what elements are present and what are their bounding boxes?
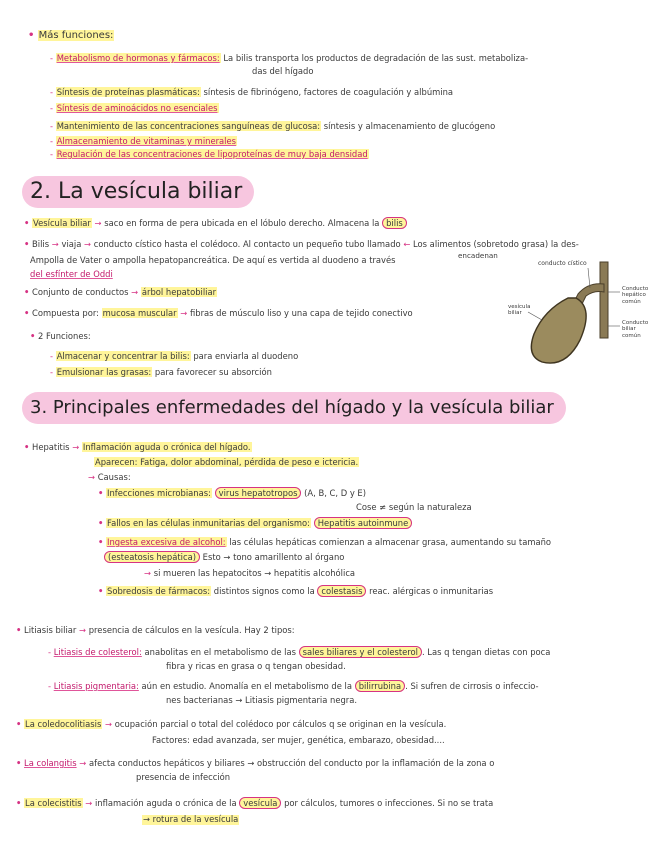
causa-term: Sobredosis de fármacos:	[107, 586, 211, 596]
arrow-right-icon: →	[144, 568, 152, 578]
litiasis-tipo-1	[48, 648, 550, 658]
dash-icon: -	[48, 647, 52, 657]
bullet-icon: •	[24, 239, 30, 249]
funciones-2-text: 2 Funciones:	[38, 331, 91, 341]
funcion-term: Emulsionar las grasas:	[56, 367, 152, 377]
causa-3-line3	[144, 569, 355, 579]
leader-cistico	[588, 268, 590, 288]
compuesta-text: fibras de músculo liso y una capa de tejido conectivo	[189, 308, 413, 318]
virus-circled: virus hepatotropos	[215, 487, 302, 499]
colecistitis-line2: → rotura de la vesícula	[143, 814, 239, 824]
mucosa-muscular: mucosa muscular	[102, 308, 177, 318]
causa-text: Esto → tono amarillento al órgano	[202, 552, 345, 562]
funcion-term: Síntesis de proteínas plasmáticas:	[56, 87, 200, 97]
dash-icon: -	[50, 351, 54, 361]
litiasis-tipo-text: aún en estudio. Anomalía en el metabolismo de la	[141, 681, 353, 691]
bilis-alimentos: Los alimentos (sobretodo grasa) la des-	[413, 239, 579, 249]
bullet-icon: •	[16, 719, 22, 729]
bullet-icon: •	[16, 625, 22, 635]
funcion-item-6	[50, 150, 369, 160]
virus-types: (A, B, C, D y E)	[304, 488, 366, 498]
causa-text: las células hepáticas comienzan a almacenar grasa, aumentando su tamaño	[229, 537, 552, 547]
hepatitis-line	[24, 443, 252, 453]
vesicula-term: Vesícula biliar	[33, 218, 91, 228]
bilirrubina-circled: bilirrubina	[355, 680, 405, 692]
compuesta-term: Compuesta por:	[32, 308, 99, 318]
hepatitis-aparecen	[94, 458, 359, 468]
arrow-right-icon: →	[51, 239, 59, 249]
colecistitis-term: La colecistitis	[25, 798, 82, 808]
causa-1-note: Cose ≠ según la naturaleza	[356, 502, 472, 512]
colangitis-line2: presencia de infección	[136, 772, 231, 782]
funcion-term: Síntesis de aminoácidos no esenciales	[56, 103, 218, 113]
causa-text: si mueren las hepatocitos → hepatitis alcohólica	[153, 568, 356, 578]
bullet-icon: •	[98, 537, 104, 547]
litiasis-term: Litiasis biliar	[24, 625, 77, 635]
dash-icon: -	[50, 53, 54, 63]
sales-biliares-circled: sales biliares y el colesterol	[299, 646, 422, 658]
litiasis-tipo-1-line2: fibra y ricas en grasa o q tengan obesidad.	[166, 661, 346, 671]
litiasis-tipo-text: anabolitas en el metabolismo de las	[144, 647, 296, 657]
bullet-icon: •	[98, 518, 104, 528]
arrow-right-icon: →	[79, 625, 87, 635]
section-3-title: 3. Principales enfermedades del hígado y la vesícula biliar	[22, 392, 566, 424]
vesicula-shape	[531, 298, 586, 363]
causa-term: Ingesta excesiva de alcohol:	[107, 537, 226, 547]
funcion-term: Almacenar y concentrar la bilis:	[56, 351, 190, 361]
funcion-text: síntesis y almacenamiento de glucógeno	[323, 121, 496, 131]
conducto-hepatico-shape	[600, 262, 608, 338]
esteatosis-circled: (esteatosis hepática)	[104, 551, 200, 563]
funcion-item-5	[50, 137, 237, 147]
causa-text: reac. alérgicas o inmunitarias	[369, 586, 494, 596]
bilis-text: conducto cístico hasta el colédoco. Al contacto un pequeño tubo llamado	[93, 239, 401, 249]
colangitis-term: La colangitis	[24, 758, 77, 768]
dash-icon: -	[50, 136, 54, 146]
funciones-2-heading	[30, 332, 91, 342]
gallbladder-diagram	[508, 258, 648, 376]
bullet-icon: •	[24, 442, 30, 452]
dash-icon: -	[48, 681, 52, 691]
arrow-right-icon: →	[105, 719, 113, 729]
funcion-text: La bilis transporta los productos de degradación de las sust. metaboliza-	[223, 53, 529, 63]
diagram-label-cistico: conducto cístico	[538, 260, 587, 267]
arrow-right-icon: →	[84, 239, 92, 249]
vesicula-line	[24, 219, 407, 229]
litiasis-tipo-term: Litiasis pigmentaria:	[53, 681, 139, 691]
colecistitis-line	[16, 799, 493, 809]
colangitis-line	[16, 759, 494, 769]
vesicula-text: saco en forma de pera ubicada en el lóbulo derecho. Almacena la	[104, 218, 380, 228]
arrow-right-icon: →	[94, 218, 102, 228]
bilis-circled: bilis	[382, 217, 407, 229]
dash-icon: -	[50, 103, 54, 113]
causa-term: Fallos en las células inmunitarias del organismo:	[107, 518, 311, 528]
funciones-heading-text: Más funciones:	[38, 30, 114, 41]
arbol-hepatobiliar: árbol hepatobiliar	[141, 287, 217, 297]
bullet-icon: •	[24, 308, 30, 318]
bullet-icon: •	[16, 758, 22, 768]
coledoco-line	[16, 720, 446, 730]
funcion-term: Mantenimiento de las concentraciones sanguíneas de glucosa:	[56, 121, 321, 131]
litiasis-tipo-text: . Si sufren de cirrosis o infeccio-	[405, 681, 539, 691]
funcion-2-2	[50, 368, 272, 378]
bullet-icon: •	[98, 488, 104, 498]
section-2-title: 2. La vesícula biliar	[22, 176, 254, 208]
bilis-line-1	[24, 240, 579, 250]
litiasis-tipo-term: Litiasis de colesterol:	[53, 647, 142, 657]
bullet-icon: •	[98, 586, 104, 596]
causa-4	[98, 587, 493, 597]
funcion-item-3	[50, 104, 219, 114]
bullet-icon: •	[28, 30, 35, 41]
bilis-term: Bilis	[32, 239, 50, 249]
arrow-right-icon: →	[79, 758, 87, 768]
funcion-item-1	[50, 54, 528, 64]
coledoco-term: La coledocolitiasis	[25, 719, 102, 729]
colecistitis-def: inflamación aguda o crónica de la	[94, 798, 237, 808]
bullet-icon: •	[30, 331, 36, 341]
litiasis-tipo-2	[48, 682, 539, 692]
hepatitis-term: Hepatitis	[32, 442, 70, 452]
funcion-text: síntesis de fibrinógeno, factores de coagulación y albúmina	[203, 87, 454, 97]
diagram-label-vesicula: vesícula biliar	[508, 304, 531, 317]
hepatitis-causas	[88, 473, 131, 483]
litiasis-line	[16, 626, 295, 636]
causas-label: Causas:	[97, 472, 131, 482]
causa-3	[98, 538, 551, 548]
autoinmune-circled: Hepatitis autoinmune	[314, 517, 413, 529]
dash-icon: -	[50, 149, 54, 159]
conjunto-line	[24, 288, 217, 298]
dash-icon: -	[50, 87, 54, 97]
bilis-encadenan: encadenan	[458, 251, 498, 260]
hepatitis-aparecen-text: Aparecen: Fatiga, dolor abdominal, pérdida de peso e ictericia.	[95, 457, 359, 467]
arrow-right-icon: →	[180, 308, 188, 318]
coledoco-factores: Factores: edad avanzada, ser mujer, genética, embarazo, obesidad....	[152, 735, 445, 745]
funcion-term: Regulación de las concentraciones de lipoproteínas de muy baja densidad	[56, 149, 368, 159]
colestasis-circled: colestasis	[317, 585, 366, 597]
bullet-icon: •	[16, 798, 22, 808]
bullet-icon: •	[24, 218, 30, 228]
litiasis-tipo-2-line2: nes bacterianas → Litiasis pigmentaria negra.	[166, 695, 358, 705]
funcion-item-4	[50, 122, 495, 132]
dash-icon: -	[50, 367, 54, 377]
compuesta-line	[24, 309, 413, 319]
vesicula-circled: vesícula	[239, 797, 281, 809]
dash-icon: -	[50, 121, 54, 131]
funcion-term: Metabolismo de hormonas y fármacos:	[56, 53, 220, 63]
bilis-viaja: viaja	[61, 239, 82, 249]
funcion-2-1	[50, 352, 298, 362]
funcion-item-1-cont: das del hígado	[252, 66, 314, 76]
bullet-icon: •	[24, 287, 30, 297]
funcion-item-2	[50, 88, 453, 98]
bilis-line-3: del esfínter de Oddi	[30, 269, 113, 279]
colangitis-def: afecta conductos hepáticos y biliares → obstrucción del conducto por la inflamación de la zona o	[88, 758, 495, 768]
causa-3-line2	[104, 553, 344, 563]
causa-term: Infecciones microbianas:	[107, 488, 211, 498]
funciones-heading	[28, 30, 114, 42]
arrow-right-icon: →	[72, 442, 80, 452]
arrow-right-icon: →	[85, 798, 93, 808]
hepatitis-def: Inflamación aguda o crónica del hígado.	[82, 442, 251, 452]
funcion-text: para enviarla al duodeno	[193, 351, 299, 361]
colecistitis-def: por cálculos, tumores o infecciones. Si no se trata	[284, 798, 494, 808]
funcion-text: para favorecer su absorción	[154, 367, 272, 377]
litiasis-def: presencia de cálculos en la vesícula. Hay 2 tipos:	[88, 625, 295, 635]
causa-text: distintos signos como la	[213, 586, 315, 596]
litiasis-tipo-text: . Las q tengan dietas con poca	[421, 647, 551, 657]
causa-2	[98, 519, 412, 529]
coledoco-def: ocupación parcial o total del colédoco por cálculos q se originan en la vesícula.	[114, 719, 447, 729]
arrow-left-icon: ←	[403, 239, 411, 249]
arrow-right-icon: →	[88, 472, 96, 482]
diagram-label-biliar: Conducto biliar común	[622, 320, 649, 339]
bilis-line-2: Ampolla de Vater o ampolla hepatopancreática. De aquí es vertida al duodeno a través	[30, 255, 396, 265]
diagram-label-hepatico: Conducto hepático común	[622, 286, 649, 305]
conjunto-term: Conjunto de conductos	[32, 287, 129, 297]
funcion-term: Almacenamiento de vitaminas y minerales	[56, 136, 237, 146]
arrow-right-icon: →	[131, 287, 139, 297]
causa-1	[98, 489, 366, 499]
